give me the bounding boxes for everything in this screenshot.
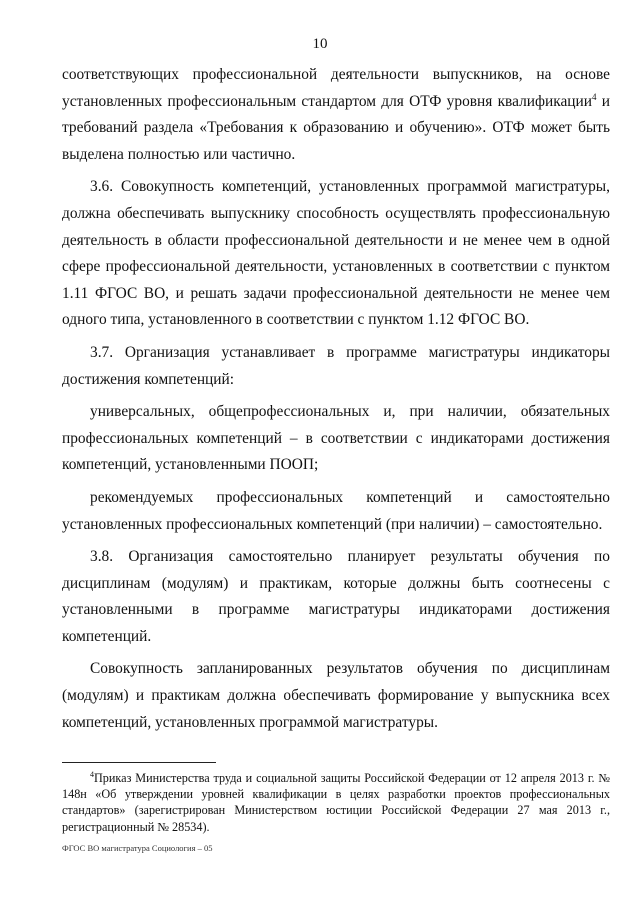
footnote-reference: 4	[592, 91, 597, 102]
paragraph-planned-results: Совокупность запланированных результатов обучения по дисциплинам (модулям) и практикам должна обеспечивать формирование у выпускника всех компетенций, установленных программой магистратуры.	[62, 660, 610, 731]
paragraph-3-7: 3.7. Организация устанавливает в программе магистратуры индикаторы достижения компетенций:	[62, 343, 610, 388]
paragraph-text-tail: и требований раздела «Требования к образованию и обучению». ОТФ может быть выделена полностью или частично.	[62, 92, 610, 163]
paragraph-recommended-competencies: рекомендуемых профессиональных компетенций и самостоятельно установленных профессиональных компетенций (при наличии) – самостоятельно.	[62, 488, 610, 533]
paragraph-3-8: 3.8. Организация самостоятельно планирует результаты обучения по дисциплинам (модулям) и практикам, которые должны быть соотнесены с установленными в программе магистратуры индикаторами достижения компетенций.	[62, 548, 610, 645]
paragraph-text: соответствующих профессиональной деятельности выпускников, на основе установленных профессиональным стандартом для ОТФ уровня квалификации	[62, 66, 610, 110]
document-footer: ФГОС ВО магистратура Социология – 05	[62, 843, 213, 853]
paragraph-otf-continuation	[62, 62, 610, 168]
document-body	[62, 62, 610, 742]
footnote	[62, 770, 610, 835]
footnote-text: Приказ Министерства труда и социальной защиты Российской Федерации от 12 апреля 2013 г. № 148н «Об утверждении уровней квалификации в целях разработки проектов профессиональных стандартов» (зарегистрирован Министерством юстиции Российской Федерации 27 мая 2013 г., регистрационный № 28534).	[62, 771, 610, 834]
paragraph-3-6: 3.6. Совокупность компетенций, установленных программой магистратуры, должна обеспечивать выпускнику способность осуществлять профессиональную деятельность в области профессиональной деятельности и не менее чем в одной сфере профессиональной деятельности, установленных в соответствии с пунктом 1.11 ФГОС ВО, и решать задачи профессиональной деятельности не менее чем одного типа, установленного в соответствии с пунктом 1.12 ФГОС ВО.	[62, 178, 610, 329]
page-number: 10	[312, 36, 328, 52]
footnote-divider	[62, 762, 216, 763]
footnote-marker: 4	[90, 769, 94, 779]
paragraph-universal-competencies: универсальных, общепрофессиональных и, при наличии, обязательных профессиональных компетенций – в соответствии с индикаторами достижения компетенций, установленными ПООП;	[62, 403, 610, 474]
